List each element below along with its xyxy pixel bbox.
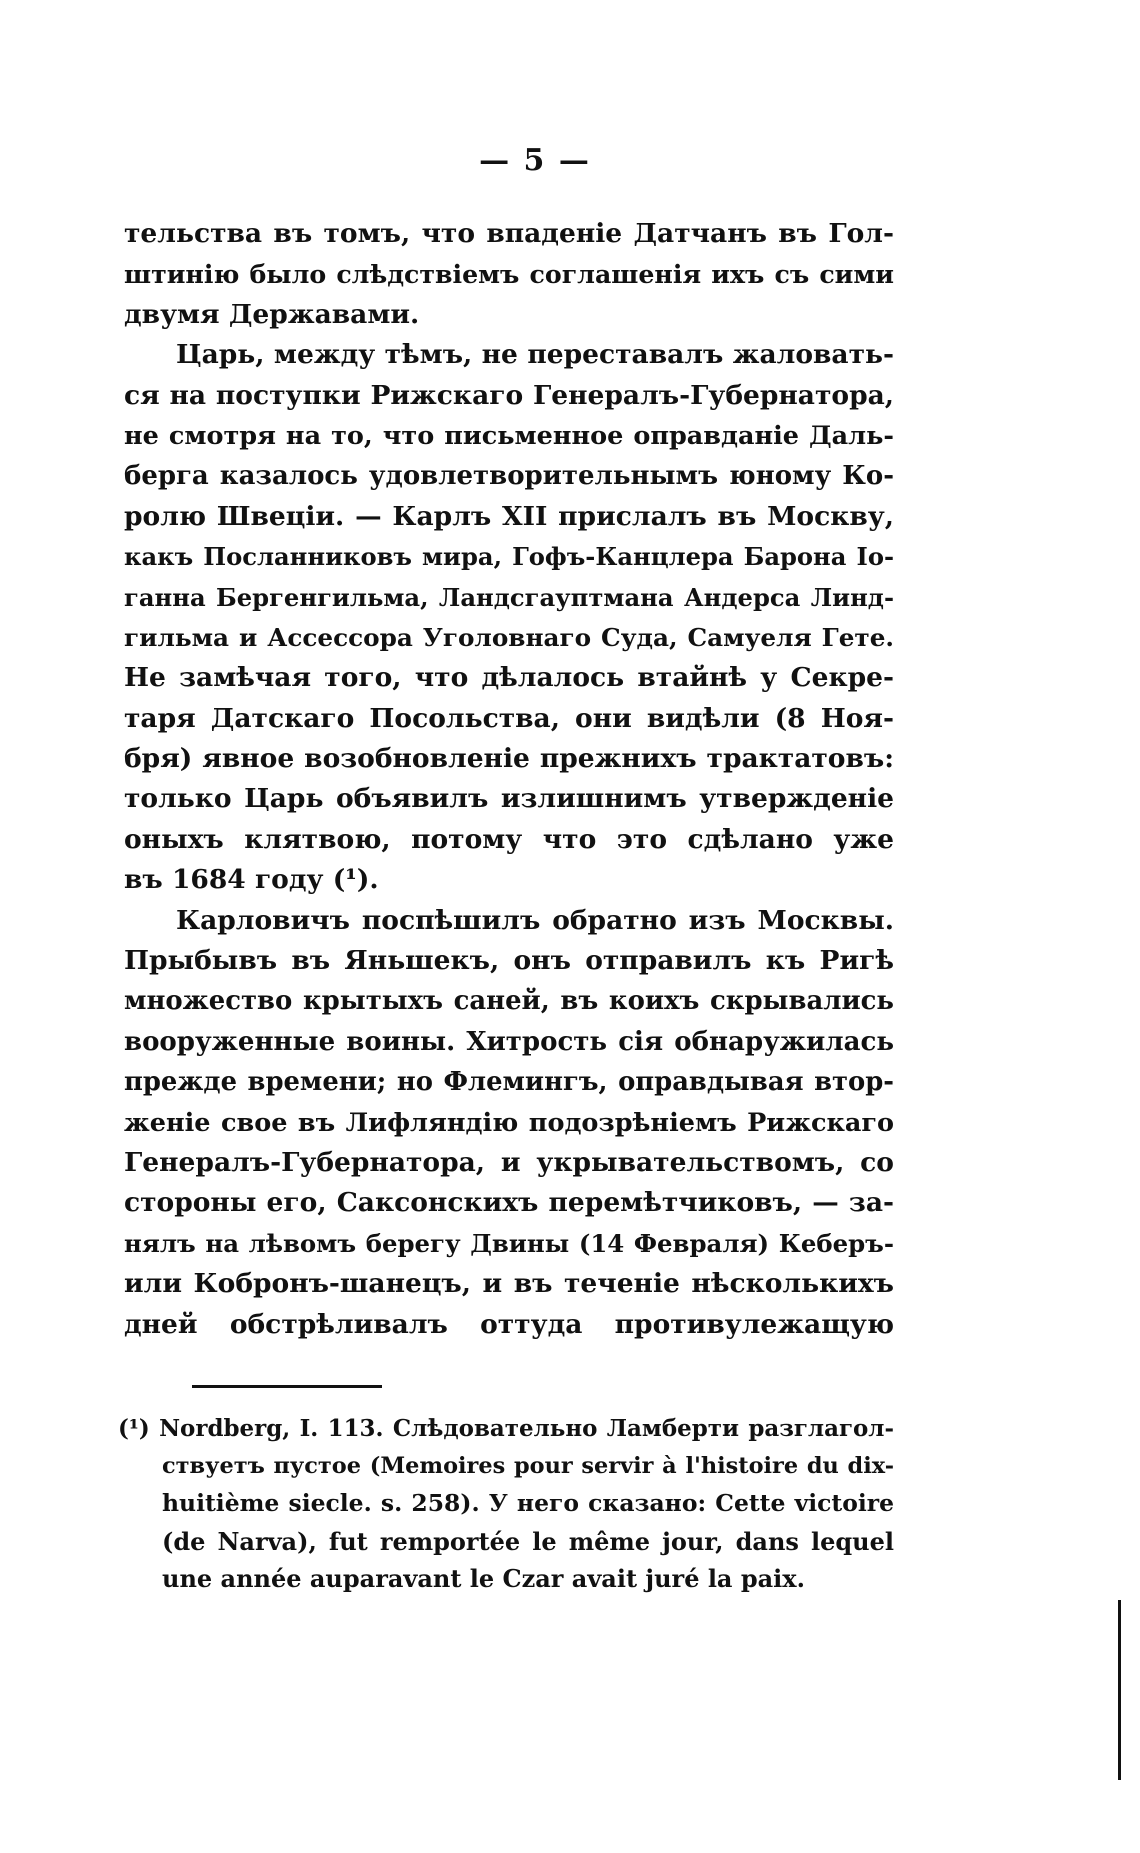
footnote-line: ствуетъ пустое (Memoires pour servir à l'histoire du dix- (162, 1452, 894, 1479)
text-line: ся на поступки Рижскаго Генералъ-Губернатора, (124, 379, 894, 411)
text-line: дней обстрѣливалъ оттуда противулежащую (124, 1308, 894, 1340)
footnote-line: une année auparavant le Czar avait juré la paix. (162, 1564, 805, 1593)
text-line: нялъ на лѣвомъ берегу Двины (14 Февраля) Кеберъ- (124, 1228, 894, 1258)
text-line: оныхъ клятвою, потому что это сдѣлано уже (124, 823, 894, 855)
text-line: въ 1684 году (¹). (124, 864, 379, 896)
footnote-line: huitième siecle. s. 258). У него сказано: Cette victoire (162, 1489, 894, 1517)
text-line: или Кобронъ-шанецъ, и въ теченіе нѣсколькихъ (124, 1268, 894, 1300)
footnote-divider (192, 1385, 382, 1388)
text-line: женіе свое въ Лифляндію подозрѣніемъ Рижскаго (124, 1107, 894, 1138)
main-text (124, 214, 894, 1345)
text-line: только Царь объявилъ излишнимъ утвержденіе (124, 783, 894, 815)
text-line: гильма и Ассессора Уголовнаго Суда, Самуеля Гете. (124, 622, 894, 652)
page-number: — 5 — (479, 143, 591, 178)
text-line: Не замѣчая того, что дѣлалось втайнѣ у Секре- (124, 662, 894, 694)
text-line: двумя Державами. (124, 298, 420, 330)
text-line: таря Датскаго Посольства, они видѣли (8 Ноя- (124, 702, 894, 734)
footnote-line: (¹) Nordberg, I. 113. Слѣдовательно Ламберти разглагол- (118, 1415, 894, 1442)
text-line: Генералъ-Губернатора, и укрывательствомъ, со (124, 1146, 894, 1178)
text-line: стороны его, Саксонскихъ перемѣтчиковъ, — за- (124, 1187, 894, 1219)
text-line: Карловичъ поспѣшилъ обратно изъ Москвы. (176, 904, 894, 936)
text-line: ганна Бергенгильма, Ландсгауптмана Андерса Линд- (124, 582, 894, 612)
text-line: Прыбывъ въ Яньшекъ, онъ отправилъ къ Ригѣ (124, 945, 894, 977)
footnote (118, 1410, 894, 1598)
text-line: множество крытыхъ саней, въ коихъ скрывались (124, 986, 894, 1017)
text-line: штинію было слѣдствіемъ соглашенія ихъ съ сими (124, 259, 894, 290)
text-line: вооруженные воины. Хитрость сія обнаружилась (124, 1026, 894, 1057)
text-line: какъ Посланниковъ мира, Гофъ-Канцлера Барона Іо- (124, 542, 894, 572)
text-line: ролю Швеціи. — Карлъ XII прислалъ въ Москву, (124, 500, 894, 532)
text-line: бря) явное возобновленіе прежнихъ трактатовъ: (124, 743, 894, 775)
text-line: берга казалось удовлетворительнымъ юному Ко- (124, 461, 894, 492)
text-line: прежде времени; но Флемингъ, оправдывая втор- (124, 1067, 894, 1098)
text-line: не смотря на то, что письменное оправданіе Даль- (124, 420, 894, 451)
scan-edge-mark (1118, 1600, 1121, 1780)
footnote-line: (de Narva), fut remportée le même jour, dans lequel (162, 1526, 894, 1556)
text-line: Царь, между тѣмъ, не переставалъ жаловать- (176, 339, 894, 371)
text-line: тельства въ томъ, что впаденіе Датчанъ въ Гол- (124, 218, 894, 249)
